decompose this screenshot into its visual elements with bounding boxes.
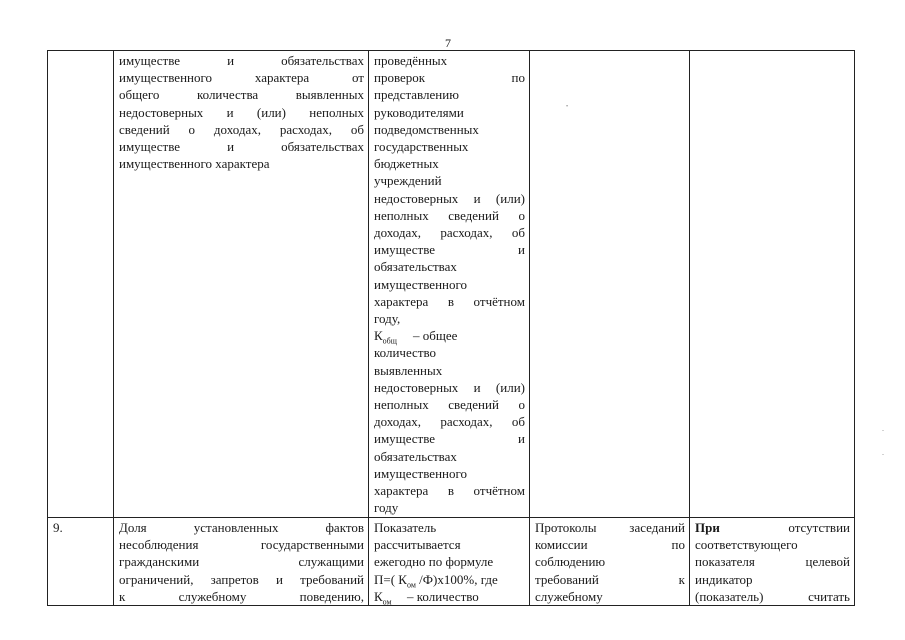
text-line: недостоверных и (или): [374, 190, 525, 206]
text-line: индикатор: [695, 571, 753, 587]
text-line: общего количества выявленных: [119, 87, 364, 103]
text-line: году: [374, 500, 399, 516]
row1-number-cell: [48, 51, 114, 518]
text-line: имущественного характера от: [119, 70, 364, 86]
text-line: ограничений, запретов и требований: [119, 571, 364, 587]
text-line: имуществе и: [374, 431, 525, 447]
text-line: требований к: [535, 571, 685, 587]
text-line: несоблюдения государственными: [119, 537, 364, 553]
text-line: бюджетных: [374, 156, 439, 172]
text-line: соответствующего: [695, 537, 798, 553]
text-line: характера в отчётном: [374, 293, 525, 309]
kom-definition: $К_{ом}$ – количество: [374, 588, 479, 607]
text-line: (показатель) считать: [695, 588, 850, 604]
text-line: имущественного характера: [119, 156, 270, 172]
scan-speck: •: [566, 104, 569, 110]
text-line: подведомственных: [374, 121, 479, 137]
row2-method-cell: [369, 518, 530, 606]
text-line: сведений о доходах, расходах, об: [119, 121, 364, 137]
text-line: государственных: [374, 139, 469, 155]
row1-indicator-cell: [114, 51, 369, 518]
text-line: количество: [374, 345, 437, 361]
table-row: [48, 51, 855, 518]
row2-note-cell: [690, 518, 855, 606]
row2-source-cell: [530, 518, 690, 606]
text-line: При отсутствии: [695, 520, 850, 535]
row2-number-cell: 9.: [48, 518, 114, 606]
scan-speck: -: [882, 452, 884, 458]
text-line: показателя целевой: [695, 554, 850, 570]
row1-note-cell: [690, 51, 855, 518]
text-line: недостоверных и (или) неполных: [119, 104, 364, 120]
text-line: обязательствах: [374, 448, 457, 464]
text-line: учреждений: [374, 173, 442, 189]
text-line: доходах, расходах, об: [374, 414, 525, 430]
text-line: комиссии по: [535, 537, 685, 553]
text-line: соблюдению: [535, 554, 606, 570]
text-line: руководителями: [374, 104, 464, 120]
table-row: [48, 518, 855, 606]
text-line: Доля установленных фактов: [119, 520, 364, 535]
text-line: к служебному поведению,: [119, 588, 364, 604]
row1-method-cell: [369, 51, 530, 518]
text-line: неполных сведений о: [374, 397, 525, 413]
scan-speck: -: [882, 428, 884, 434]
text-line: рассчитывается: [374, 537, 461, 553]
text-line: Протоколы заседаний: [535, 520, 685, 535]
document-table: [47, 50, 855, 606]
text-line: проведённых: [374, 53, 448, 68]
text-line: имуществе и обязательствах: [119, 139, 364, 155]
text-line: доходах, расходах, об: [374, 225, 525, 241]
row2-indicator-cell: [114, 518, 369, 606]
text-line: служебному: [535, 588, 603, 604]
text-line: недостоверных и (или): [374, 379, 525, 395]
text-line: имущественного: [374, 465, 467, 481]
kobsh-definition: $К_{общ}$ – общее: [374, 328, 458, 346]
text-line: имуществе и: [374, 242, 525, 258]
text-line: проверок по: [374, 70, 525, 86]
text-line: характера в отчётном: [374, 483, 525, 499]
text-line: гражданскими служащими: [119, 554, 364, 570]
formula-line: П=( $К_{ом}$ /Ф)х100%, где: [374, 571, 498, 590]
text-line: обязательствах: [374, 259, 457, 275]
text-line: неполных сведений о: [374, 207, 525, 223]
text-line: имущественного: [374, 276, 467, 292]
text-line: году,: [374, 311, 401, 327]
page-number: 7: [445, 36, 451, 50]
text-line: выявленных: [374, 362, 443, 378]
row1-source-cell: [530, 51, 690, 518]
text-line: имуществе и обязательствах: [119, 53, 364, 68]
text-line: Показатель: [374, 520, 437, 535]
text-line: ежегодно по формуле: [374, 554, 494, 570]
text-line: представлению: [374, 87, 459, 103]
